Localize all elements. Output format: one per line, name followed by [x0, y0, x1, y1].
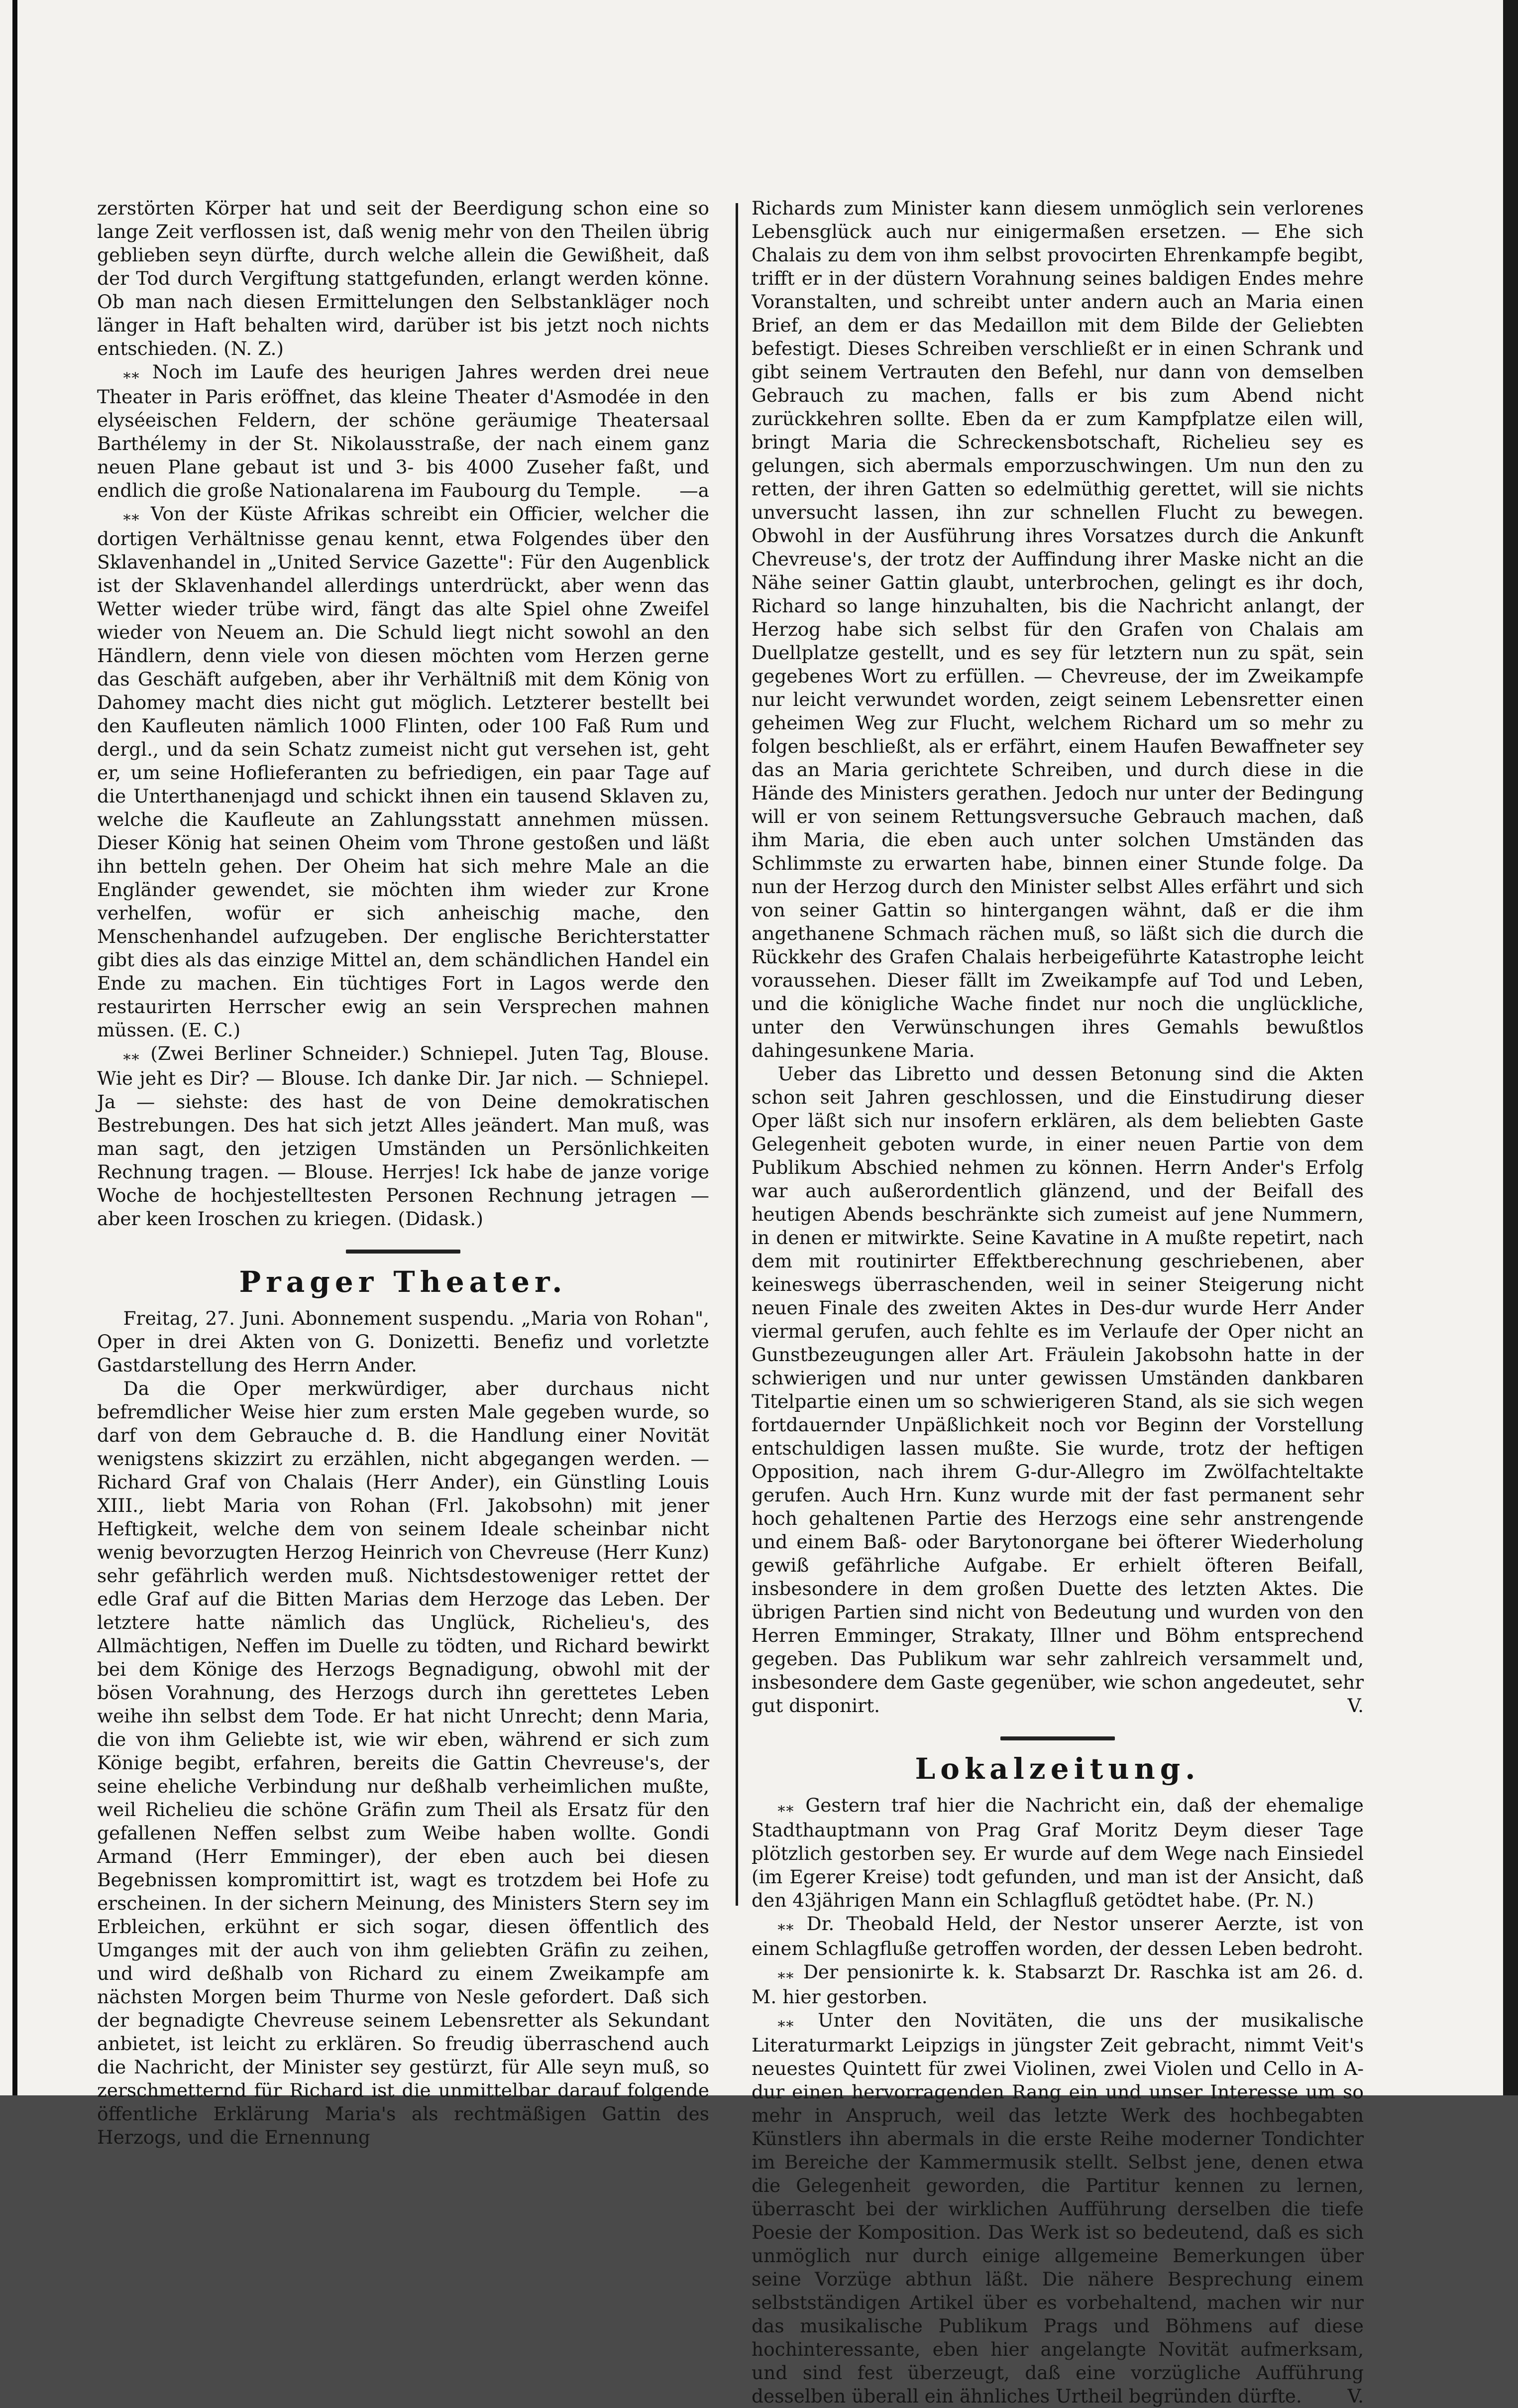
right-column [752, 197, 1364, 2408]
section-title-prager-theater: Prager Theater. [239, 1265, 567, 1299]
paragraph-mark-icon: ⁎⁎ [123, 365, 140, 382]
performance-header: Freitag, 27. Juni. Abonnement suspendu. „Maria von Rohan", Oper in drei Akten von G. Donizetti. Benefiz und vorletzte Gastdarstellung des Herrn Ander. [97, 1307, 709, 1376]
section-divider [1000, 1736, 1115, 1740]
article-slave-trade: ⁎⁎ Von der Küste Afrikas schreibt ein Officier, welcher die dortigen Verhältnisse genau kennt, etwa Folgendes über den Sklavenhandel in „United Service Gazette": Für den Augenblick ist der Sklavenhandel allerdings unterdrückt, aber wenn das Wetter wieder trübe wird, fängt das alte Spiel ohne Zweifel wieder von Neuem an. Die Schuld liegt nicht sowohl an den Händlern, denn viele von diesen möchten vom Herzen gerne das Geschäft aufgeben, aber ihr Verhältniß mit dem König von Dahomey macht dies nicht gut möglich. Letzterer bestellt bei den Kaufleuten nämlich 1000 Flinten, oder 100 Faß Rum und dergl., und da sein Schatz zumeist nicht gut versehen ist, geht er, um seine Hoflieferanten zu befriedigen, ein paar Tage auf die Unterthanenjagd und schickt ihnen ein tausend Sklaven zu, welche die Kaufleute an Zahlungsstatt annehmen müssen. Dieser König hat seinen Oheim vom Throne gestoßen und läßt ihn betteln gehen. Der Oheim hat sich mehre Male an die Engländer gewendet, sie möchten ihm wieder zur Krone verhelfen, wofür er sich anheischig mache, den Menschenhandel aufzugeben. Der englische Berichterstatter gibt dies als das einzige Mittel an, dem schändlichen Handel ein Ende zu machen. Ein tüchtiges Fort in Lagos werde den restaurirten Herrscher ewig an sein Versprechen mahnen müssen. (E. C.) [97, 503, 709, 1041]
scan-right-edge [1503, 0, 1518, 2095]
paragraph-mark-icon: ⁎⁎ [777, 2013, 795, 2031]
article-poison-case: zerstörten Körper hat und seit der Beerdigung schon eine so lange Zeit verflossen ist, daß wenig mehr von den Theilen übrig geblieben seyn dürfte, durch welche allein die Gewißheit, daß der Tod durch Vergiftung stattgefunden, erlangt werden könne. Ob man nach diesen Ermittelungen den Selbstankläger noch länger in Haft behalten wird, darüber ist bis jetzt noch nichts entschieden. (N. Z.) [97, 197, 709, 359]
paragraph-mark-icon: ⁎⁎ [777, 1917, 795, 1934]
left-column [97, 197, 709, 2149]
signature: V. [1347, 2385, 1364, 2407]
section-divider [346, 1250, 460, 1254]
article-raschka-death: ⁎⁎ Der pensionirte k. k. Stabsarzt Dr. Raschka ist am 26. d. M. hier gestorben. [752, 1961, 1364, 2008]
article-veit-quintet: ⁎⁎ Unter den Novitäten, die uns der musikalische Literaturmarkt Leipzigs in jüngster Zeit gebracht, nimmt Veit's neuestes Quintett für zwei Violinen, zwei Violen und Cello in A-dur einen hervorragenden Rang ein und unser Interesse um so mehr in Anspruch, weil das letzte Werk des hochbegabten Künstlers ihn abermals in die erste Reihe moderner Tondichter im Bereiche der Kammermusik stellt. Selbst jene, denen etwa die Gelegenheit geworden, die Partitur kennen zu lernen, überrascht bei der wirklichen Aufführung derselben die tiefe Poesie der Komposition. Das Werk ist so bedeutend, daß es sich unmöglich nur durch einige allgemeine Bemerkungen über seine Vorzüge abthun läßt. Die nähere Besprechung einem selbstständigen Artikel über es vorbehaltend, machen wir nur das musikalische Publikum Prags und Böhmens auf diese hochinteressante, eben hier angelangte Novität aufmerksam, und sind fest überzeugt, daß eine vorzügliche Aufführung desselben überall ein ähnliches Urtheil begründen dürfte. V. [752, 2009, 1364, 2407]
article-berlin-tailors: ⁎⁎ (Zwei Berliner Schneider.) Schniepel. Juten Tag, Blouse. Wie jeht es Dir? — Blouse. Ich danke Dir. Jar nich. — Schniepel. Ja — siehste: des hast de von Deine demokratischen Bestrebungen. Des hat sich jetzt Alles jeändert. Man muß, was man sagt, den jetzigen Umständen un Persönlichkeiten Rechnung tragen. — Blouse. Herrjes! Ick habe de janze vorige Woche de hochjestelltesten Personen Rechnung jetragen — aber keen Iroschen zu kriegen. (Didask.) [97, 1042, 709, 1230]
paragraph-mark-icon: ⁎⁎ [777, 1798, 795, 1816]
signature: —a [679, 479, 709, 501]
article-deym-death: ⁎⁎ Gestern traf hier die Nachricht ein, daß der ehemalige Stadthauptmann von Prag Graf Moritz Deym dieser Tage plötzlich gestorben sey. Er wurde auf dem Wege nach Einsiedel (im Egerer Kreise) todt gefunden, und man ist der Ansicht, daß den 43jährigen Mann ein Schlagfluß getödtet habe. (Pr. N.) [752, 1794, 1364, 1911]
column-rule [736, 203, 738, 1906]
article-opera-plot: Da die Oper merkwürdiger, aber durchaus nicht befremdlicher Weise hier zum ersten Male gegeben wurde, so darf von dem Gebrauche d. B. die Handlung einer Novität wenigstens skizzirt zu erzählen, nicht abgegangen werden. — Richard Graf von Chalais (Herr Ander), ein Günstling Louis XIII., liebt Maria von Rohan (Frl. Jakobsohn) mit jener Heftigkeit, welche dem von seinem Ideale scheinbar nicht wenig bevorzugten Herzog Heinrich von Chevreuse (Herr Kunz) sehr gefährlich werden muß. Nichtsdestoweniger rettet der edle Graf auf die Bitten Marias dem Herzoge das Leben. Der letztere hatte nämlich das Unglück, Richelieu's, des Allmächtigen, Neffen im Duelle zu tödten, und Richard bewirkt bei dem Könige des Herzogs Begnadigung, obwohl mit der bösen Vorahnung, des Herzogs durch ihn gerettetes Leben weihe ihn selbst dem Tode. Er hat nicht Unrecht; denn Maria, die von ihm Geliebte ist, wie wir eben, während er sich zum Könige begibt, erfahren, bereits die Gattin Chevreuse's, der seine eheliche Verbindung nur deßhalb verheimlichen mußte, weil Richelieu die schöne Gräfin zum Theil als Ersatz für den gefallenen Neffen selbst zum Weibe haben wollte. Gondi Armand (Herr Emminger), der eben auch bei diesen Begebnissen kompromittirt ist, wagt es trotzdem bei Hofe zu erscheinen. In der sichern Meinung, des Ministers Stern sey im Erbleichen, erkühnt er sich sogar, diesen öffentlich des Umganges mit der auch von ihm geliebten Gräfin zu zeihen, und wird deßhalb von Richard zu einem Zweikampfe am nächsten Morgen beim Thurme von Nesle gefordert. Daß sich der begnadigte Chevreuse seinem Lebensretter als Sekundant anbietet, ist leicht zu erklären. So freudig überraschend auch die Nachricht, der Minister sey gestürzt, für Alle seyn muß, so zerschmetternd für Richard ist die unmittelbar darauf folgende öffentliche Erklärung Maria's als rechtmäßigen Gattin des Herzogs, und die Ernennung [97, 1377, 709, 2148]
newspaper-page [17, 0, 1503, 2407]
paragraph-mark-icon: ⁎⁎ [123, 507, 140, 524]
section-title-lokalzeitung: Lokalzeitung. [915, 1752, 1200, 1786]
paragraph-mark-icon: ⁎⁎ [777, 1965, 795, 1982]
article-paris-theaters: ⁎⁎ Noch im Laufe des heurigen Jahres werden drei neue Theater in Paris eröffnet, das kleine Theater d'Asmodée in den elyséeischen Feldern, der schöne geräumige Theatersaal Barthélemy in der St. Nikolausstraße, der nach einem ganz neuen Plane gebaut ist und 3- bis 4000 Zuseher faßt, und endlich die große Nationalarena im Faubourg du Temple. —a [97, 361, 709, 501]
article-opera-plot-continued: Richards zum Minister kann diesem unmöglich sein verlorenes Lebensglück auch nur einigermaßen ersetzen. — Ehe sich Chalais zu dem von ihm selbst provocirten Ehrenkampfe begibt, trifft er in der düstern Vorahnung seines baldigen Endes mehre Voranstalten, und schreibt unter andern auch an Maria einen Brief, an dem er das Medaillon mit dem Bilde der Geliebten befestigt. Dieses Schreiben verschließt er in einen Schrank und gibt seinem Vertrauten den Befehl, nur dann von demselben Gebrauch zu machen, falls er bis zum Abend nicht zurückkehren sollte. Eben da er zum Kampfplatze eilen will, bringt Maria die Schreckensbotschaft, Richelieu sey es gelungen, sich abermals emporzuschwingen. Um nun den zu retten, der ihren Gatten so edelmüthig gerettet, will sie nichts unversucht lassen, ihn zur schnellen Flucht zu bewegen. Obwohl in der Ausführung ihres Vorsatzes durch die Ankunft Chevreuse's, der trotz der Auffindung ihrer Maske nicht an die Nähe seiner Gattin glaubt, unterbrochen, gelingt es ihr doch, Richard so lange hinzuhalten, bis die Nachricht anlangt, der Herzog habe sich selbst für den Grafen von Chalais am Duellplatze gestellt, und es sey für letztern nun zu spät, sein gegebenes Wort zu erfüllen. — Chevreuse, der im Zweikampfe nur leicht verwundet worden, zeigt seinem Lebensretter einen geheimen Weg zur Flucht, welchem Richard um so mehr zu folgen beschließt, als er erfährt, einem Haufen Bewaffneter sey das an Maria gerichtete Schreiben, und durch diese in die Hände des Ministers gerathen. Jedoch nur unter der Bedingung will er von seinem Rettungsversuche Gebrauch machen, daß ihm Maria, die eben auch unter solchen Umständen das Schlimmste zu erwarten habe, binnen einer Stunde folge. Da nun der Herzog durch den Minister selbst Alles erfährt und sich von seiner Gattin so hintergangen wähnt, daß er die ihm angethanene Schmach rächen muß, so läßt sich die durch die Rückkehr des Grafen Chalais herbeigeführte Katastrophe leicht voraussehen. Dieser fällt im Zweikampfe auf Tod und Leben, und die königliche Wache findet nur noch die unglückliche, unter den Verwünschungen ihres Gemahls bewußtlos dahingesunkene Maria. [752, 197, 1364, 1061]
article-held-stroke: ⁎⁎ Dr. Theobald Held, der Nestor unserer Aerzte, ist von einem Schlagfluße getroffen worden, der dessen Leben bedroht. [752, 1913, 1364, 1959]
article-opera-review: Ueber das Libretto und dessen Betonung sind die Akten schon seit Jahren geschlossen, und die Einstudirung dieser Oper läßt sich nur insofern erklären, als dem beliebten Gaste Gelegenheit geboten wurde, in einer neuen Partie von dem Publikum Abschied nehmen zu können. Herrn Ander's Erfolg war auch außerordentlich glänzend, und der Beifall des heutigen Abends beschränkte sich zumeist auf jene Nummern, in denen er mitwirkte. Seine Kavatine in A mußte repetirt, nach dem mit routinirter Effektberechnung geschriebenen, aber keineswegs überraschenden, weil in seiner Steigerung nicht neuen Finale des zweiten Aktes in Des-dur wurde Herr Ander viermal gerufen, auch fehlte es im Verlaufe der Oper nicht an Gunstbezeugungen aller Art. Fräulein Jakobsohn hatte in der schwierigen und nur unter gewissen Umständen dankbaren Titelpartie einen um so schwierigeren Stand, als sie sich wegen fortdauernder Unpäßlichkeit noch vor Beginn der Vorstellung entschuldigen lassen mußte. Sie wurde, trotz der heftigen Opposition, nach ihrem G-dur-Allegro im Zwölfachteltakte gerufen. Auch Hrn. Kunz wurde mit der fast permanent sehr hoch gehaltenen Partie des Herzogs eine sehr anstrengende und einem Baß- oder Barytonorgane bei öfterer Wiederholung gewiß gefährliche Aufgabe. Er erhielt öfteren Beifall, insbesondere in dem großen Duette des letzten Aktes. Die übrigen Partien sind nicht von Bedeutung und wurden von den Herren Emminger, Strakaty, Illner und Böhm entsprechend gegeben. Das Publikum war sehr zahlreich versammelt und, insbesondere dem Gaste gegenüber, wie schon angedeutet, sehr gut disponirt. V. [752, 1063, 1364, 1717]
signature: V. [1347, 1695, 1364, 1717]
paragraph-mark-icon: ⁎⁎ [123, 1046, 140, 1064]
scan-left-edge [0, 0, 17, 2095]
